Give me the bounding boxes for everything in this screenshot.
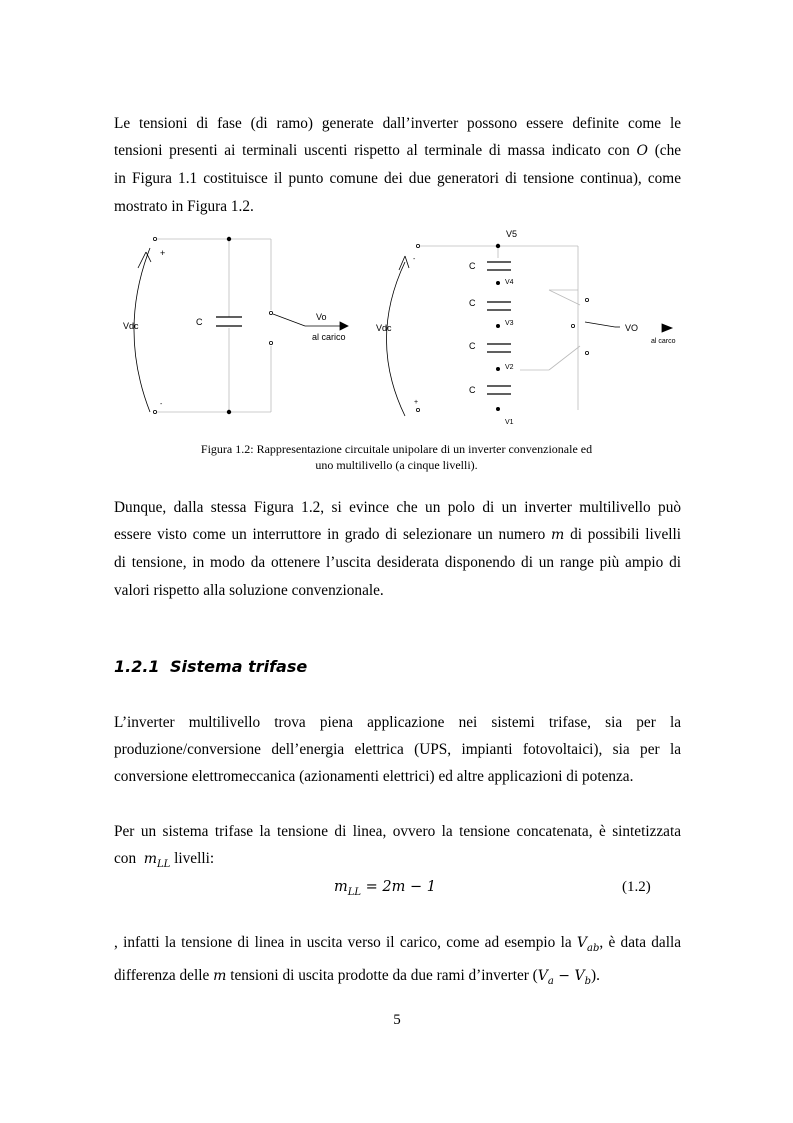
equation-subscript: LL — [347, 886, 362, 898]
paragraph-three-phase — [114, 709, 681, 791]
paragraph-multilevel-switch — [114, 494, 681, 604]
conventional-inverter-circuit — [134, 237, 348, 414]
level-label: V5 — [506, 229, 518, 239]
section-number: 1.2.1 — [114, 657, 160, 676]
circuit-figure — [0, 0, 793, 480]
equation — [334, 879, 436, 898]
paragraph-line: conversione elettromeccanica (azionamenti elettrici) ed altre applicazioni di potenza. — [114, 768, 634, 786]
capacitor-label: C — [469, 341, 476, 351]
capacitor-label: C — [196, 317, 203, 327]
vdc-label: Vdc — [376, 323, 392, 333]
equation-number: (1.2) — [622, 879, 651, 895]
paragraph-line: valori rispetto alla soluzione convenzionale. — [114, 581, 384, 599]
level-label: V1 — [505, 419, 514, 426]
paragraph-line — [114, 962, 681, 995]
text-run: essere visto come un interruttore in grado di selezionare un numero — [114, 526, 546, 544]
math-subscript: b — [584, 976, 592, 988]
paragraph-line — [114, 521, 681, 549]
paragraph-line: in Figura 1.1 costituisce il punto comune dei due generatori di tensione continua), come — [114, 170, 681, 188]
capacitor-label: C — [469, 298, 476, 308]
text-run: ). — [591, 967, 600, 985]
vo-label: VO — [625, 323, 639, 333]
minus-label: - — [160, 401, 163, 408]
level-label: V4 — [505, 279, 514, 286]
text-run: , infatti la tensione di linea in uscita verso il carico, come ad esempio la — [114, 934, 572, 951]
capacitor-label: C — [469, 261, 476, 271]
math-symbol: m — [143, 851, 158, 868]
paragraph-line — [114, 845, 681, 878]
level-label: V2 — [505, 364, 514, 371]
paragraph-line: mostrato in Figura 1.2. — [114, 197, 254, 215]
figure-caption — [160, 441, 633, 473]
capacitor-label: C — [469, 385, 476, 395]
text-run: differenza delle — [114, 967, 210, 985]
paragraph-line — [114, 929, 681, 962]
math-subscript: ab — [587, 943, 600, 955]
vo-label: Vo — [316, 312, 327, 322]
minus-label: - — [413, 256, 416, 263]
equation-lhs: m — [334, 879, 348, 895]
text-run: tensioni di uscita prodotte da due rami d’inverter ( — [230, 967, 538, 985]
caption-line: Figura 1.2: Rappresentazione circuitale unipolare di un inverter convenzionale ed — [200, 442, 593, 456]
text-run: con — [114, 850, 137, 868]
paragraph-line-difference — [114, 929, 681, 996]
text-run: livelli: — [174, 850, 215, 868]
text-run: di possibili livelli — [570, 526, 681, 544]
math-symbol: m — [213, 968, 227, 985]
paragraph-line: L’inverter multilivello trova piena applicazione nei sistemi trifase, sia per la — [114, 714, 681, 731]
math-operator: − — [553, 968, 575, 985]
paragraph-line: produzione/conversione dell’energia elettrica (UPS, impianti fotovoltaici), sia per la — [114, 741, 681, 759]
math-symbol: O — [636, 143, 648, 160]
math-symbol: m — [551, 527, 565, 544]
math-symbol: V — [574, 968, 585, 985]
plus-label: + — [414, 399, 419, 406]
text-run: tensioni presenti ai terminali uscenti rispetto al terminale di massa indicato con — [114, 142, 630, 160]
equation-rhs: = 2m − 1 — [365, 879, 436, 895]
paragraph-line-voltage — [114, 818, 681, 878]
section-title: Sistema trifase — [170, 657, 308, 676]
paragraph-line: Dunque, dalla stessa Figura 1.2, si evince che un polo di un inverter multilivello può — [114, 499, 681, 516]
load-label: al carco — [651, 338, 676, 345]
plus-label: + — [160, 248, 166, 258]
text-run: , è data dalla — [599, 934, 682, 951]
paragraph-line: di tensione, in modo da ottenere l’uscita desiderata disponendo di un range più ampio di — [114, 554, 681, 572]
math-subscript: a — [547, 976, 554, 988]
page-number: 5 — [393, 1012, 401, 1028]
text-run: (che — [654, 142, 682, 160]
section-heading — [114, 657, 307, 676]
math-subscript: LL — [157, 859, 171, 871]
paragraph-line: Per un sistema trifase la tensione di linea, ovvero la tensione concatenata, è sintetizzata — [114, 823, 681, 840]
level-label: V3 — [505, 320, 514, 327]
paragraph-line: Le tensioni di fase (di ramo) generate dall’inverter possono essere definite come le — [114, 115, 681, 132]
vdc-label: Vdc — [123, 321, 139, 331]
caption-line: uno multilivello (a cinque livelli). — [315, 458, 478, 472]
load-label: al carico — [312, 332, 346, 342]
math-symbol: V — [537, 968, 548, 985]
math-symbol: V — [576, 935, 588, 951]
